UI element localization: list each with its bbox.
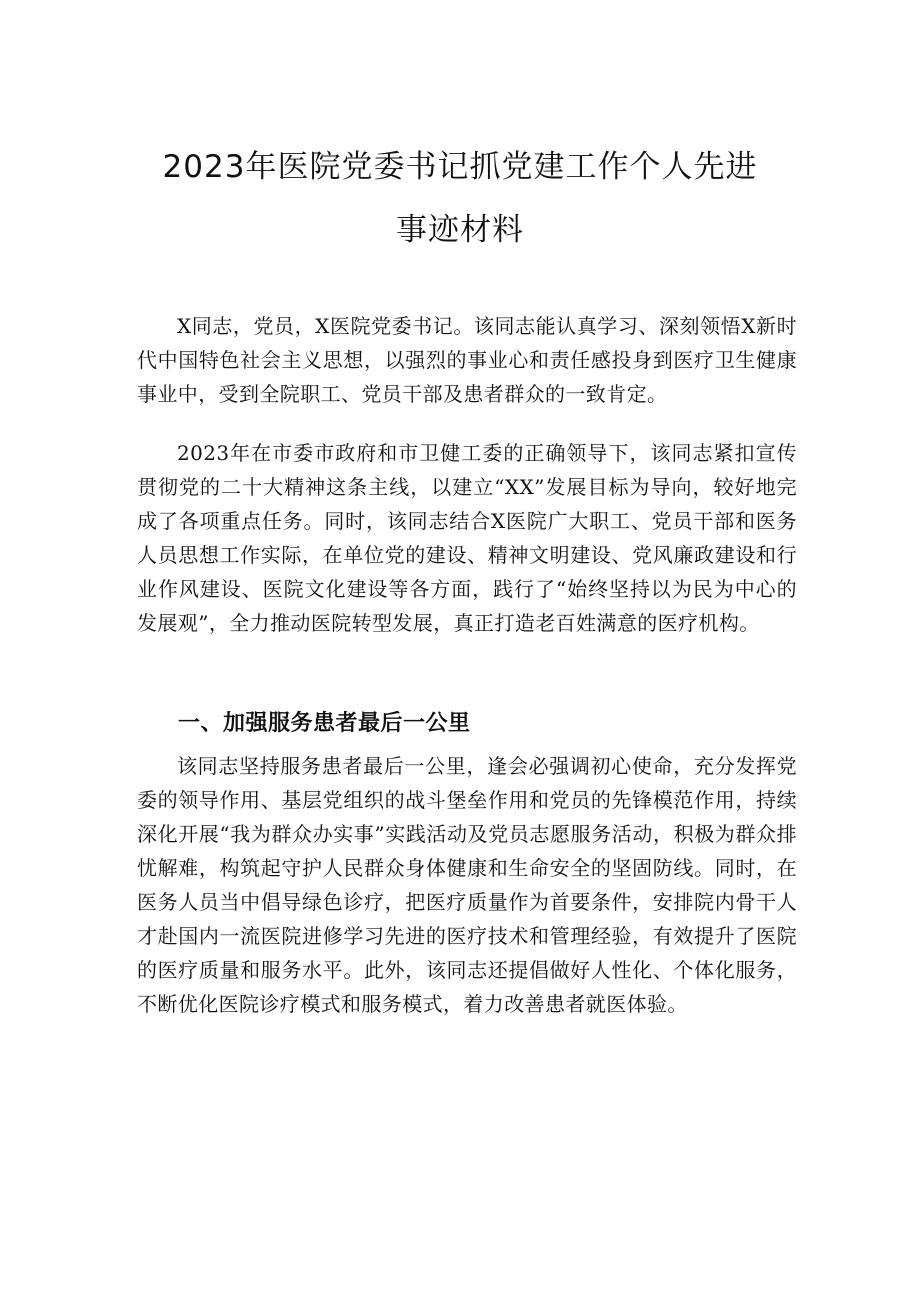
document-title-line-2: 事迹材料	[396, 212, 524, 248]
section-paragraph: 该同志坚持服务患者最后一公里，逢会必强调初心使命，充分发挥党委的领导作用、基层党组织的战斗堡垒作用和党员的先锋模范作用，持续深化开展“我为群众办实事”实践活动及党员志愿服务活动，积极为群众排忧解难，构筑起守护人民群众身体健康和生命安全的坚固防线。同时，在医务人员当中倡导绿色诊疗，把医疗质量作为首要条件，安排院内骨干人才赴国内一流医院进修学习先进的医疗技术和管理经验，有效提升了医院的医疗质量和服务水平。此外，该同志还提倡做好人性化、个体化服务，不断优化医院诊疗模式和服务模式，着力改善患者就医体验。	[137, 754, 797, 1016]
section-heading: 一、加强服务患者最后一公里	[178, 711, 471, 736]
document-title-line-1: 2023年医院党委书记抓党建工作个人先进	[162, 149, 758, 185]
summary-paragraph: 2023年在市委市政府和市卫健工委的正确领导下，该同志紧扣宣传贯彻党的二十大精神这条主线，以建立“XX”发展目标为导向，较好地完成了各项重点任务。同时，该同志结合X医院广大职工、党员干部和医务人员思想工作实际，在单位党的建设、精神文明建设、党风廉政建设和行业作风建设、医院文化建设等各方面，践行了“始终坚持以为民为中心的发展观”，全力推动医院转型发展，真正打造老百姓满意的医疗机构。	[137, 441, 797, 635]
intro-paragraph: X同志，党员，X医院党委书记。该同志能认真学习、深刻领悟X新时代中国特色社会主义思想，以强烈的事业心和责任感投身到医疗卫生健康事业中，受到全院职工、党员干部及患者群众的一致肯定。	[137, 314, 797, 406]
